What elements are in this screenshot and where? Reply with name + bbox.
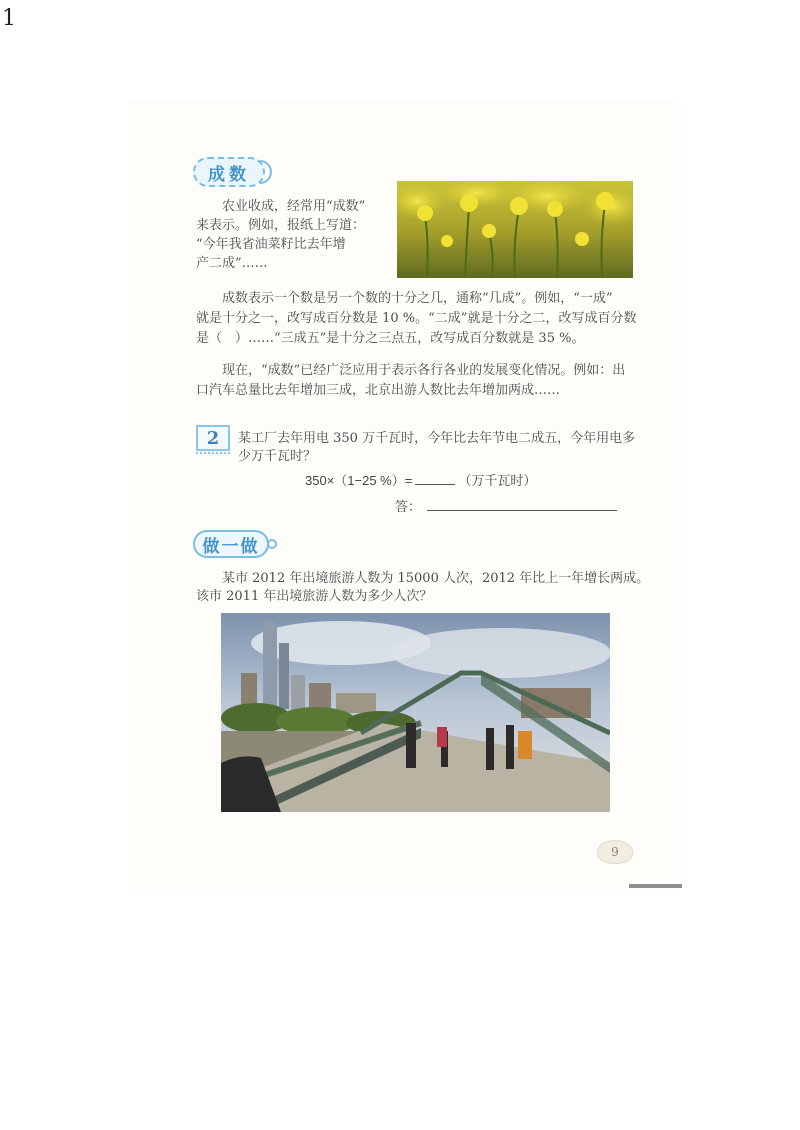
formula-blank[interactable] [415,472,455,485]
paragraph1-line-2: 就是十分之一，改写成百分数是 10 %。“二成”就是十分之二，改写成百分数 [196,311,637,326]
activity-text-line-1: 某市 2012 年出境旅游人数为 15000 人次，2012 年比上一年增长两成。 [222,571,650,586]
formula [305,470,536,489]
paragraph1-line-3: 是（ ）……“三成五”是十分之三点五，改写成百分数就是 35 %。 [196,331,585,346]
intro-line-4: 产二成”…… [196,256,268,271]
intro-line-2: 来表示。例如，报纸上写道： [196,218,366,233]
problem-text-line-2: 少万千瓦时？ [238,449,317,464]
badge-dot-decoration [267,539,277,549]
activity-heading-badge [193,530,269,558]
city-bridge-photo [221,613,610,812]
intro-line-1: 农业收成，经常用“成数” [222,199,366,214]
rapeseed-flower-photo [397,181,633,278]
paragraph2-line-1: 现在，“成数”已经广泛应用于表示各行各业的发展变化情况。例如：出 [222,363,626,378]
section-heading: 成数 [208,164,250,185]
problem-text-line-1: 某工厂去年用电 350 万千瓦时，今年比去年节电二成五，今年用电多 [238,431,636,446]
activity-text-line-2: 该市 2011 年出境旅游人数为多少人次？ [196,589,433,604]
formula-unit: （万千瓦时） [458,474,537,489]
page-number-badge [597,840,633,864]
intro-line-3: “今年我省油菜籽比去年增 [196,237,346,252]
problem-number-decoration [196,452,230,457]
paragraph2-line-2: 口汽车总量比去年增加三成，北京出游人数比去年增加两成…… [196,383,561,398]
section-heading-badge [193,157,265,187]
page-number: 9 [611,845,619,859]
formula-expression: 350×（1−25 %）= [305,473,413,488]
answer-row [395,496,617,515]
divider-bar [629,884,682,888]
answer-blank[interactable] [427,498,617,511]
activity-heading: 做一做 [202,536,260,557]
answer-label: 答： [395,500,422,515]
page-marker: 1 [2,6,16,31]
paragraph1-line-1: 成数表示一个数是另一个数的十分之几，通称“几成”。例如，“一成” [222,291,613,306]
problem-number: 2 [196,425,230,451]
